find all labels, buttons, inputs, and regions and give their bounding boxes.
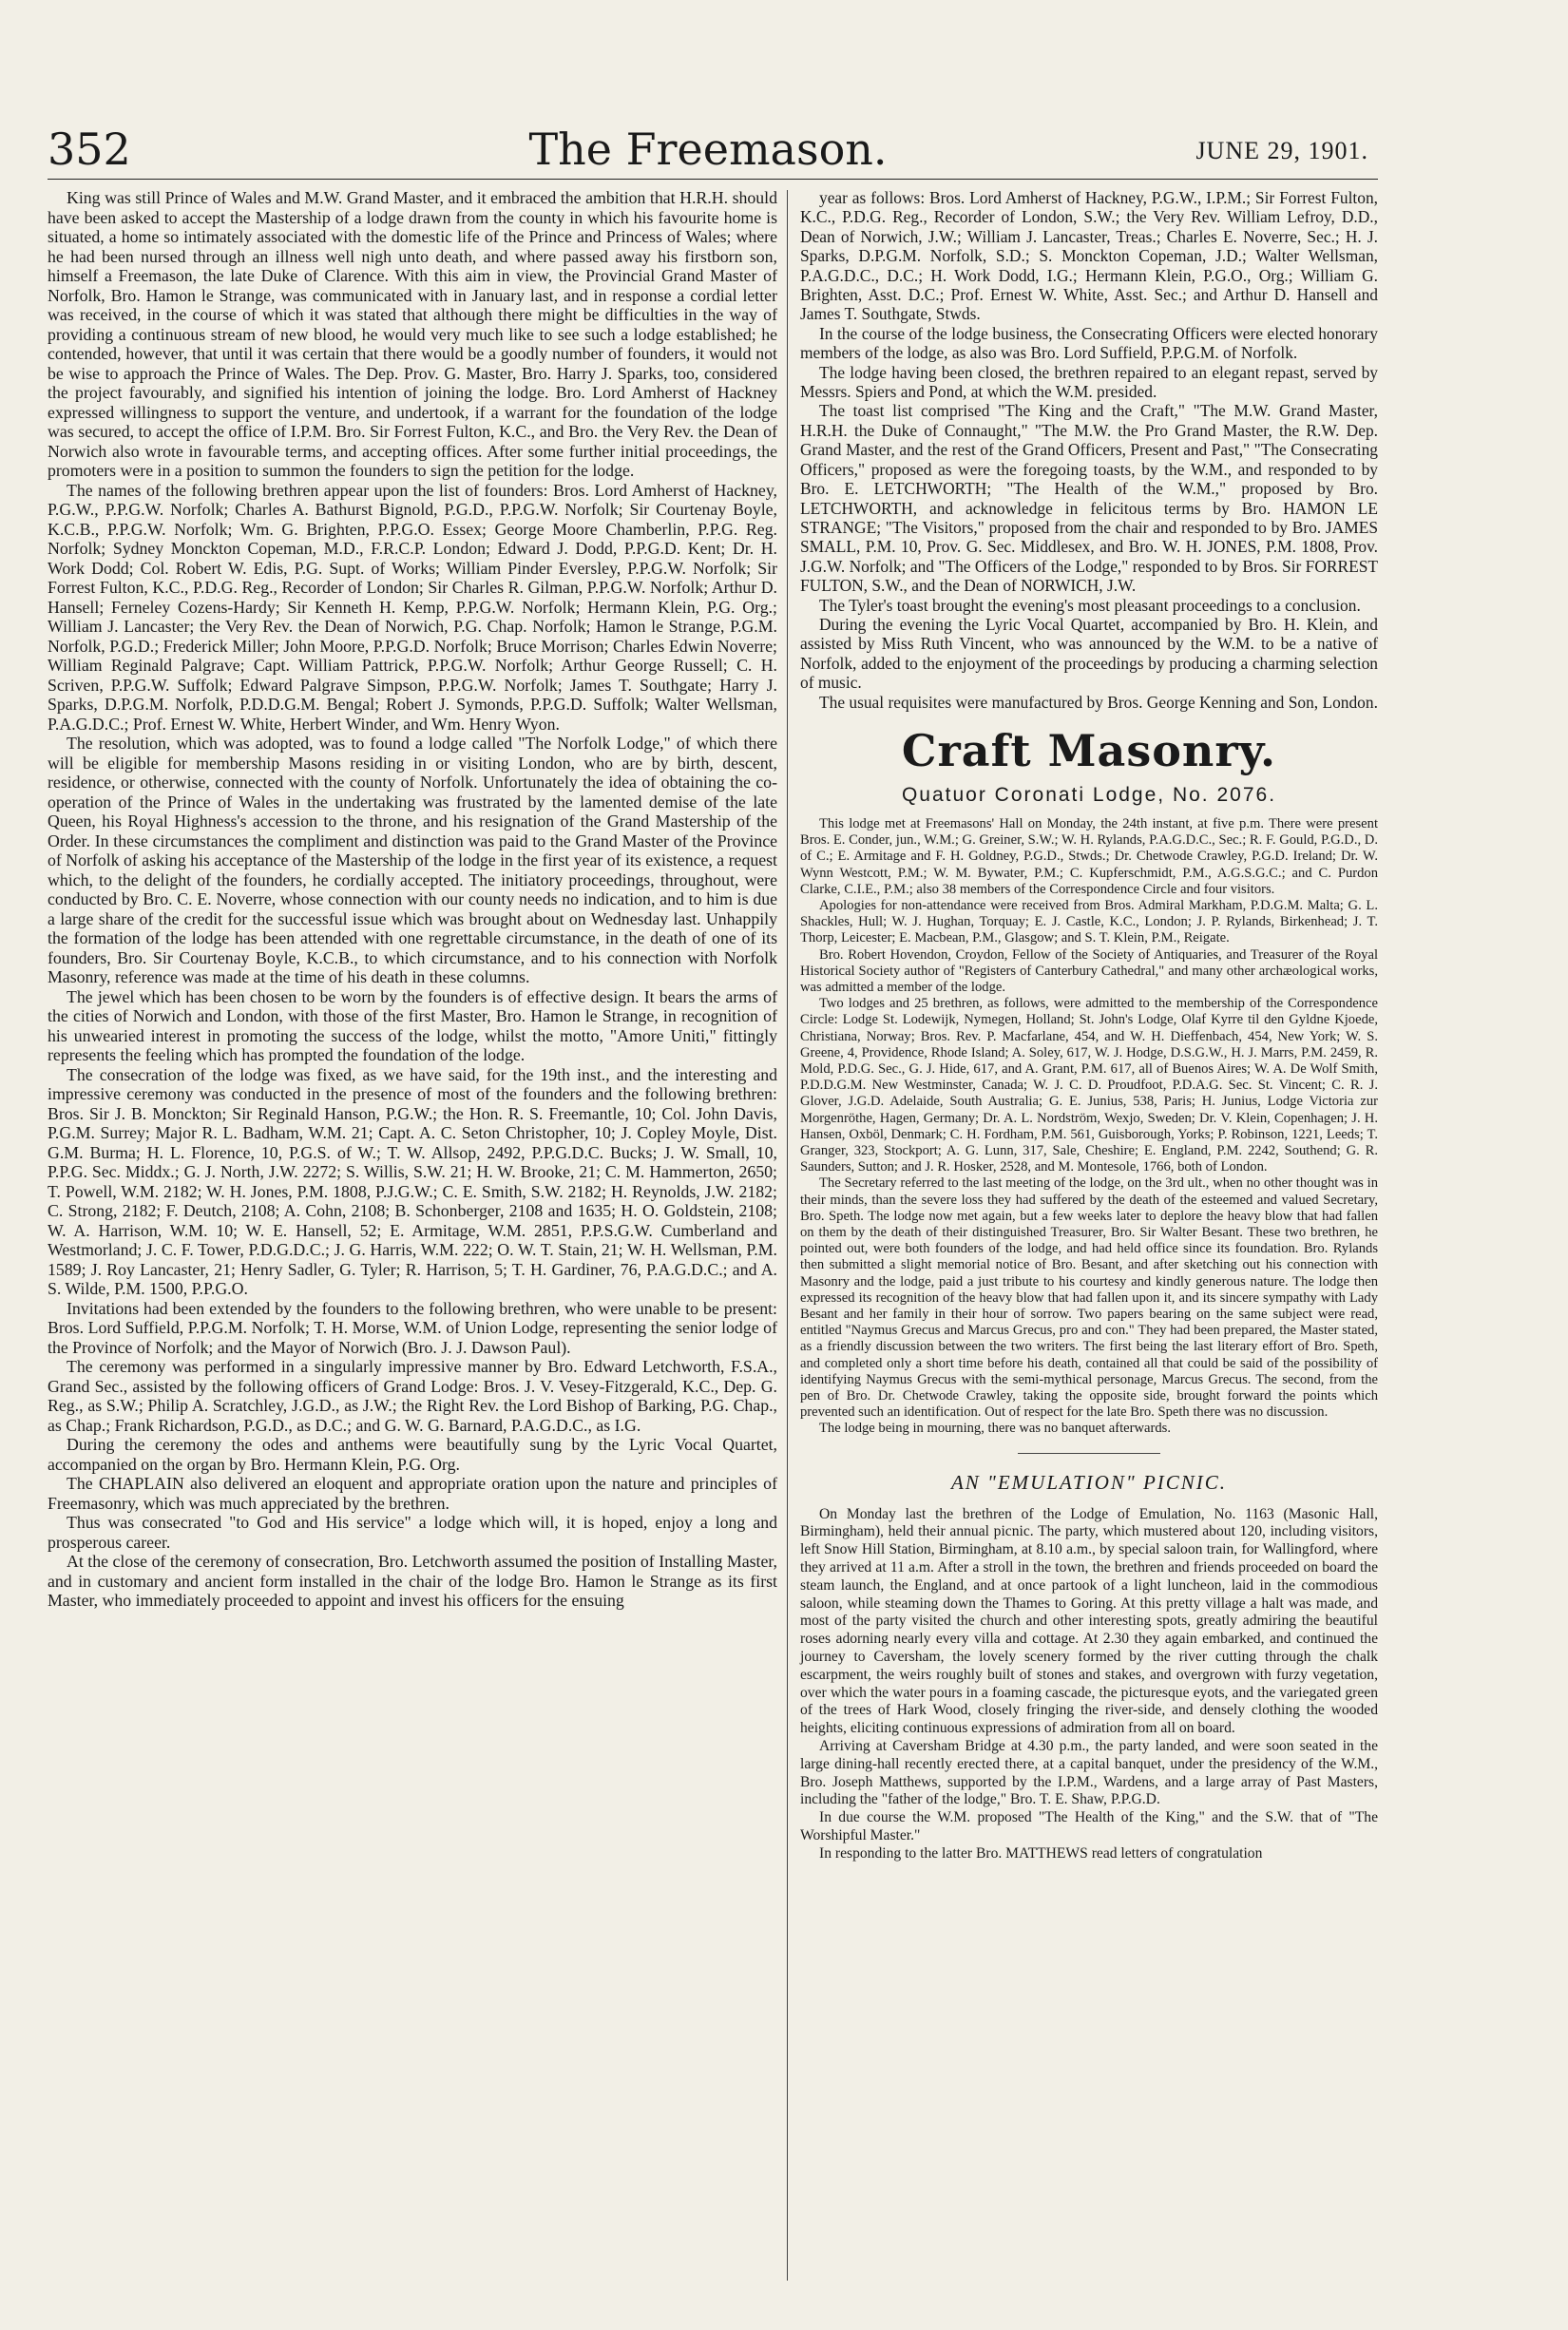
article-paragraph: The toast list comprised "The King and the Craft," "The M.W. Grand Master, H.R.H. the Duke of Connaught," "The M.W. the Pro Grand Master, the R.W. Dep. Grand Master, and the rest of the Grand Officers, Present and Past," "The Consecrating Officers," proposed as were the foregoing toasts, by the W.M., and responded to by Bro. E. LETCHWORTH; "The Health of the W.M.," proposed by Bro. LETCHWORTH, and acknowledge in felicitous terms by Bro. HAMON LE STRANGE; "The Visitors," proposed from the chair and responded to by Bro. JAMES SMALL, P.M. 10, Prov. G. Sec. Middlesex, and Bro. W. H. JONES, P.M. 1808, Prov. J.G.W. Norfolk; and "The Officers of the Lodge," responded to by Bros. Sir FORREST FULTON, S.W., and the Dean of NORWICH, J.W. (800, 401, 1378, 596)
article-paragraph: The Tyler's toast brought the evening's most pleasant proceedings to a conclusion. (819, 595, 1361, 615)
report-paragraph: This lodge met at Freemasons' Hall on Monday, the 24th instant, at five p.m. There were present Bros. E. Conder, jun., W.M.; G. Greiner, S.W.; W. H. Rylands, P.A.G.D.C., Sec.; R. F. Gould, P.G.D., D. of C.; E. Armitage and F. H. Goldney, P.G.D., Stwds.; Dr. Chetwode Crawley, P.G.D. Ireland; Dr. W. Wynn Westcott, P.M.; W. M. Bywater, P.M.; C. Kupferschmidt, P.M., A.G.S.G.C.; and C. Purdon Clarke, C.I.E., P.M.; also 38 members of the Correspondence Circle and four visitors. (800, 815, 1378, 897)
report-paragraph: Two lodges and 25 brethren, as follows, were admitted to the membership of the Correspondence Circle: Lodge St. Lodewijk, Nymegen, Holland; St. John's Lodge, Olaf Kyrre til den Gyldne Kjoede, Christiana, Norway; Bros. Rev. P. Macfarlane, 454, and W. H. Dieffenbach, 454, New York; W. S. Greene, 4, Providence, Rhode Island; A. Soley, 617, W. J. Hodge, D.S.G.W., H. J. Marrs, P.M. 2459, R. Mold, P.D.G. Sec., G. J. Hide, 617, and A. Grant, P.M. 617, all of Buenos Aires; W. A. De Wolf Smith, P.D.D.G.M. New Westminster, Canada; W. J. C. D. Proudfoot, P.D.A.G. Sec. St. Vincent; C. R. J. Glover, J.G.D. Adelaide, South Australia; G. E. Junius, 538, Paris; H. Junius, Lodge Victoria zur Morgenröthe, Hagen, Germany; Dr. A. L. Nordström, Wexjo, Sweden; Dr. V. Klein, Copenhagen; J. H. Hansen, Oxböl, Denmark; C. H. Fordham, P.M. 561, Guisborough, Yorks; P. Robinson, 1221, Leeds; T. Granger, 323, Stockport; A. G. Lunn, 317, Sale, Cheshire; E. England, P.M. 2242, Southend; G. R. Saunders, Sutton; and J. R. Hosker, 2528, and M. Montesole, 1766, both of London. (800, 996, 1378, 1175)
article-paragraph: The ceremony was performed in a singularly impressive manner by Bro. Edward Letchworth, F.S.A., Grand Sec., assisted by the following officers of Grand Lodge: Bros. J. V. Vesey-Fitzgerald, K.C., Dep. G. Reg., as S.W.; Philip A. Scratchley, J.G.D., as J.W.; the Right Rev. the Lord Bishop of Barking, P.G. Chap., as Chap.; Frank Richardson, P.G.D., as D.C.; and G. W. G. Barnard, P.A.G.D.C., as I.G. (48, 1357, 777, 1435)
masthead-title: The Freemason. (528, 124, 888, 175)
article-paragraph: During the evening the Lyric Vocal Quartet, accompanied by Bro. H. Klein, and assisted by Miss Ruth Vincent, who was announced by the W.M. to be a native of Norfolk, added to the enjoyment of the proceedings by producing a charming selection of music. (800, 614, 1378, 693)
page-header (48, 124, 1368, 177)
report-paragraph: The Secretary referred to the last meeting of the lodge, on the 3rd ult., when no other thought was in their minds, than the severe loss they had suffered by the death of the esteemed and valued Secretary, Bro. Speth. The lodge now met again, but a few weeks later to deplore the heavy blow that had fallen on them by the death of their distinguished Treasurer, Bro. Sir Walter Besant. These two brethren, he pointed out, were both founders of the lodge, and had held office since its foundation. Bro. Rylands then submitted a slight memorial notice of Bro. Besant, and after sketching out his connection with Masonry and the lodge, paid a just tribute to his courtesy and kindly generous nature. The lodge then expressed its recognition of the heavy blow that had fallen upon it, and its sincere sympathy with Lady Besant and her family in their hour of sorrow. Two papers bearing on the same subject were read, entitled "Naymus Grecus and Marcus Grecus, pro and con." They had been prepared, the Master stated, as a friendly discussion between the two writers. The first being the last literary effort of Bro. Speth, and completed only a short time before his death, contained all that could be said of the possibility of identifying Naymus Grecus with the semi-mythical personage, Marcus Grecus. The second, from the pen of Bro. Dr. Chetwode Crawley, taking the opposite side, brought forward the points which prevented such an identification. Out of respect for the late Bro. Speth there was no discussion. (800, 1175, 1378, 1421)
page-number: 352 (48, 124, 131, 175)
article-paragraph: King was still Prince of Wales and M.W. Grand Master, and it embraced the ambition that H.R.H. should have been asked to accept the Mastership of a lodge drawn from the county in which his favourite home is situated, a home so intimately associated with the domestic life of the Prince and Princess of Wales; where he had been nursed through an illness well nigh unto death, and where passed away his firstborn son, himself a Freemason, the late Duke of Clarence. With this aim in view, the Provincial Grand Master of Norfolk, Bro. Hamon le Strange, was communicated with in January last, and in response a cordial letter was received, in the course of which it was stated that although there might be difficulties in the way of providing a continuous stream of new blood, he would very much like to see such a lodge established; he contended, however, that until it was certain that there would be a goodly number of founders, it would not be wise to approach the Prince of Wales. The Dep. Prov. G. Master, Bro. Harry J. Sparks, too, considered the project favourably, and signified his intention of joining the lodge. Bro. Lord Amherst of Hackney expressed willingness to support the venture, and undertook, if a warrant for the foundation of the lodge was secured, to accept the office of I.P.M. Bro. Sir Forrest Fulton, K.C., and Bro. the Very Rev. the Dean of Norwich also wrote in favourable terms, and accepting offices. After some further initial proceedings, the promoters were in a position to summon the founders to sign the petition for the lodge. (48, 188, 777, 480)
article-paragraph: During the ceremony the odes and anthems were beautifully sung by the Lyric Vocal Quartet, accompanied on the organ by Bro. Hermann Klein, P.G. Org. (48, 1435, 777, 1474)
article-paragraph: Invitations had been extended by the founders to the following brethren, who were unable to be present: Bros. Lord Suffield, P.P.G.M. Norfolk; T. H. Morse, W.M. of Union Lodge, representing the senior lodge of the Province of Norfolk; and the Mayor of Norwich (Bro. J. J. Dawson Paul). (48, 1298, 777, 1357)
section-heading-emulation-picnic: AN "EMULATION" PICNIC. (950, 1470, 1228, 1494)
report-paragraph: On Monday last the brethren of the Lodge of Emulation, No. 1163 (Masonic Hall, Birmingham), held their annual picnic. The party, which mustered about 120, including visitors, left Snow Hill Station, Birmingham, at 8.10 a.m., by special saloon train, for Wallingford, where they arrived at 11 a.m. After a stroll in the town, the brethren and friends proceeded on board the steam launch, the England, and at once partook of a light luncheon, laid in the commodious saloon, while steaming down the Thames to Goring. At this pretty village a halt was made, and most of the party visited the church and other interesting spots, greatly admiring the beautiful roses adorning nearly every villa and cottage. At 2.30 they again embarked, and continued the journey to Caversham, the lovely scenery formed by the river cutting through the chalk escarpment, the weirs roughly built of stones and stakes, and overgrown with furzy vegetation, over which the water pours in a foaming cascade, the picturesque eyots, and the variegated green of the trees of Hark Wood, closely fringing the river-side, and densely clothing the wooded heights, eliciting continuous expressions of admiration from all on board. (800, 1505, 1378, 1737)
right-column (800, 188, 1378, 1863)
report-paragraph: Apologies for non-attendance were received from Bros. Admiral Markham, P.D.G.M. Malta; G. L. Shackles, Hull; W. J. Hughan, Torquay; E. J. Castle, K.C., London; J. P. Rylands, Birkenhead; J. T. Thorp, Leicester; E. Macbean, P.M., Glasgow; and S. T. Klein, P.M., Reigate. (800, 897, 1378, 946)
report-paragraph: The lodge being in mourning, there was no banquet afterwards. (819, 1421, 1172, 1437)
report-paragraph: In responding to the latter Bro. MATTHEWS read letters of congratulation (819, 1844, 1263, 1862)
article-paragraph: year as follows: Bros. Lord Amherst of Hackney, P.G.W., I.P.M.; Sir Forrest Fulton, K.C., P.D.G. Reg., Recorder of London, S.W.; the Very Rev. William Lefroy, D.D., Dean of Norwich, J.W.; William J. Lancaster, Treas.; Charles E. Noverre, Sec.; H. J. Sparks, D.P.G.M. Norfolk, S.D.; S. Monckton Copeman, J.D.; Walter Wellsman, P.A.G.D.C., D.C.; H. Work Dodd, I.G.; Hermann Klein, P.G.O., Org.; William G. Brighten, Asst. D.C.; Prof. Ernest W. White, Asst. Sec.; and Arthur D. Hansell and James T. Southgate, Stwds. (800, 188, 1378, 324)
craft-report (800, 816, 1378, 1438)
article-paragraph: The usual requisites were manufactured by Bros. George Kenning and Son, London. (819, 692, 1378, 712)
article-paragraph: The lodge having been closed, the brethren repaired to an elegant repast, served by Messrs. Spiers and Pond, at which the W.M. presided. (800, 362, 1378, 402)
lodge-subheading: Quatuor Coronati Lodge, No. 2076. (901, 783, 1277, 806)
issue-date: JUNE 29, 1901. (1195, 137, 1368, 164)
header-rule (48, 179, 1378, 180)
article-paragraph: Thus was consecrated "to God and His service" a lodge which will, it is hoped, enjoy a long and prosperous career. (48, 1513, 777, 1552)
emulation-report (800, 1506, 1378, 1863)
article-paragraph: The jewel which has been chosen to be worn by the founders is of effective design. It bears the arms of the cities of Norwich and London, with those of the first Master, Bro. Hamon le Strange, in recognition of his unwearied interest in promoting the success of the lodge, whilst the motto, "Amore Uniti," fittingly represents the feeling which has prompted the foundation of the lodge. (48, 986, 777, 1064)
column-divider (787, 190, 788, 2281)
section-heading-craft-masonry: Craft Masonry. (901, 724, 1277, 776)
article-paragraph: The resolution, which was adopted, was to found a lodge called "The Norfolk Lodge," of which there will be eligible for membership Masons residing in or visiting London, who are by birth, descent, residence, or otherwise, connected with the county of Norfolk. Unfortunately the idea of obtaining the co-operation of the Prince of Wales in the undertaking was frustrated by the lamented demise of the late Queen, his Royal Highness's accession to the throne, and his resignation of the Grand Mastership of the Order. In these circumstances the compliment and distinction was paid to the Grand Master of the Province of Norfolk of asking his acceptance of the Mastership of the lodge in the first year of its existence, a request which, to the delight of the founders, he cordially accepted. The initiatory proceedings, throughout, were conducted by Bro. C. E. Noverre, whose connection with our county needs no indication, and to him is due a large share of the credit for the successful issue which was brought about on Wednesday last. Unhappily the formation of the lodge has been attended with one regrettable circumstance, in the death of one of its founders, Bro. Sir Courtenay Boyle, K.C.B., to which circumstance, and to his connection with Norfolk Masonry, reference was made at the time of his death in these columns. (48, 734, 777, 986)
report-paragraph: Arriving at Caversham Bridge at 4.30 p.m., the party landed, and were soon seated in the large dining-hall recently erected there, at a capital banquet, under the presidency of the W.M., Bro. Joseph Matthews, supported by the I.P.M., Wardens, and a large array of Past Masters, including the "father of the lodge," Bro. T. E. Shaw, P.P.G.D. (800, 1738, 1378, 1808)
left-column (48, 188, 777, 1611)
article-paragraph: The names of the following brethren appear upon the list of founders: Bros. Lord Amherst of Hackney, P.G.W., P.P.G.W. Norfolk; Charles A. Bathurst Bignold, P.G.D., P.P.G.W. Norfolk; Sir Courtenay Boyle, K.C.B., P.P.G.W. Norfolk; Wm. G. Brighten, P.P.G.O. Essex; George Moore Chamberlin, P.P.G. Reg. Norfolk; Sydney Monckton Copeman, M.D., F.R.C.P. London; Edward J. Dodd, P.P.G.D. Kent; Dr. H. Work Dodd; Col. Robert W. Edis, P.G. Supt. of Works; William Pinder Eversley, P.P.G.W. Norfolk; Sir Forrest Fulton, K.C., P.D.G. Reg., Recorder of London; Sir Charles R. Gilman, P.P.G.W. Norfolk; Arthur D. Hansell; Ferneley Cozens-Hardy; Sir Kenneth H. Kemp, P.P.G.W. Norfolk; Hermann Klein, P.G. Org.; William J. Lancaster; the Very Rev. the Dean of Norwich, P.G. Chap. Norfolk; Hamon le Strange, P.G.M. Norfolk, P.G.D.; Frederick Miller; John Moore, P.P.G.D. Norfolk; Bruce Morrison; Charles Edwin Noverre; William Reginald Palgrave; Capt. William Pattrick, P.P.G.W. Norfolk; Arthur George Russell; C. H. Scriven, P.P.G.W. Suffolk; Edward Palgrave Simpson, P.P.G.W. Norfolk; James T. Southgate; Harry J. Sparks, D.P.G.M. Norfolk, P.D.D.G.M. Bengal; Robert J. Symonds, P.P.G.D. Suffolk; Walter Wellsman, P.A.G.D.C.; Prof. Ernest W. White, Herbert Winder, and Wm. Henry Wyon. (48, 480, 777, 734)
article-paragraph: In the course of the lodge business, the Consecrating Officers were elected honorary members of the lodge, as also was Bro. Lord Suffield, P.P.G.M. of Norfolk. (800, 323, 1378, 363)
report-paragraph: In due course the W.M. proposed "The Health of the King," and the S.W. that of "The Worshipful Master." (800, 1809, 1378, 1844)
article-paragraph: The consecration of the lodge was fixed, as we have said, for the 19th inst., and the interesting and impressive ceremony was conducted in the presence of most of the founders and the following brethren: Bros. Sir J. B. Monckton; Sir Reginald Hanson, P.G.W.; the Hon. R. S. Freemantle, 10; Col. John Davis, P.G.M. Surrey; Major R. L. Badham, W.M. 21; Capt. A. C. Seton Christopher, 10; J. Copley Moyle, Dist. G.M. Burma; H. L. Florence, 10, P.G.S. of W.; T. W. Allsop, 2492, P.P.G.D.C. Bucks; J. W. Small, 10, P.P.G. Sec. Middx.; G. J. North, J.W. 2272; S. Willis, S.W. 21; H. W. Brooke, 21; C. M. Hammerton, 2650; T. Powell, W.M. 2182; W. H. Jones, P.M. 1808, P.J.G.W.; C. E. Smith, S.W. 2182; H. Reynolds, J.W. 2182; C. Strong, 2182; F. Deutch, 2108; A. Cohn, 2108; B. Schonberger, 2108 and 1635; H. O. Goldstein, 2108; W. A. Harrison, W.M. 10; W. E. Hansell, 52; E. Armitage, W.M. 2851, P.P.S.G.W. Cumberland and Westmorland; J. C. F. Tower, P.D.G.D.C.; J. G. Harris, W.M. 222; O. W. T. Stain, 21; W. H. Wellsman, P.M. 1589; J. Roy Lancaster, 21; Henry Sadler, G. Tyler; R. Harrison, 5; T. H. Gardiner, 76, P.A.G.D.C.; and A. S. Wilde, P.M. 1500, P.P.G.O. (48, 1064, 777, 1298)
section-divider (1018, 1453, 1160, 1454)
article-paragraph: The CHAPLAIN also delivered an eloquent and appropriate oration upon the nature and principles of Freemasonry, which was much appreciated by the brethren. (48, 1474, 777, 1513)
report-paragraph: Bro. Robert Hovendon, Croydon, Fellow of the Society of Antiquaries, and Treasurer of the Royal Historical Society author of "Registers of Canterbury Cathedral," and many other archæological works, was admitted a member of the lodge. (800, 946, 1378, 995)
article-paragraph: At the close of the ceremony of consecration, Bro. Letchworth assumed the position of Installing Master, and in customary and ancient form installed in the chair of the lodge Bro. Hamon le Strange as its first Master, who immediately proceeded to appoint and invest his officers for the ensuing (48, 1552, 777, 1610)
